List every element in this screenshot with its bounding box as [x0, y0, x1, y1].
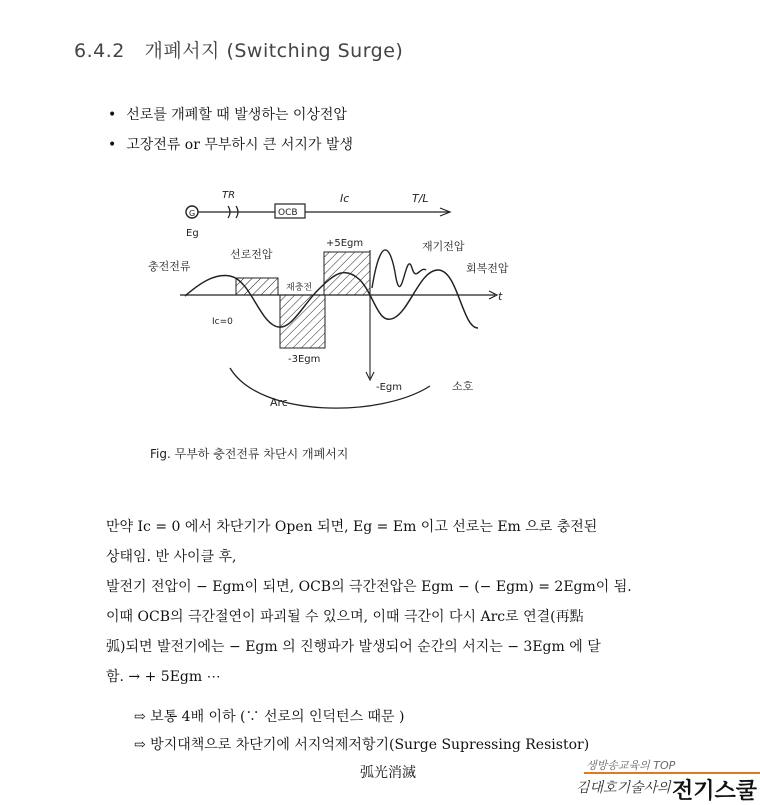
note-line: ⇨ 보통 4배 이하 (∵ 선로의 인덕턴스 때문 ): [134, 709, 405, 725]
tr-label: TR: [222, 190, 236, 201]
line-voltage-label: 선로전압: [230, 248, 273, 261]
minus-egm-label: -Egm: [376, 382, 403, 393]
extinction-label: 소호: [452, 380, 474, 393]
restrike-waveform: [372, 250, 426, 288]
paragraph-line: 이때 OCB의 극간절연이 파괴될 수 있으며, 이때 극간이 다시 Arc로 연결(再點: [106, 609, 584, 625]
hatched-region: [236, 278, 278, 295]
bullet-item: • 선로를 개폐할 때 발생하는 이상전압: [108, 100, 353, 130]
explanation-text: [106, 512, 696, 692]
brand-name: 김대호기술사의: [576, 780, 671, 796]
section-title: 개폐서지 (Switching Surge): [144, 40, 404, 62]
charging-current-label: 충전전류: [148, 260, 191, 273]
t-axis-label: t: [498, 290, 503, 303]
ocb-label: OCB: [278, 208, 298, 218]
paragraph-line: 만약 Ic = 0 에서 차단기가 Open 되면, Eg = Em 이고 선로는 Em 으로 충전된: [106, 519, 598, 535]
hatched-region: [280, 295, 325, 348]
ic-label: Ic: [340, 192, 350, 205]
svg-text:G: G: [189, 209, 196, 218]
section-heading: [74, 36, 403, 63]
plus5-label: +5Egm: [326, 238, 364, 249]
eg-label: Eg: [186, 228, 199, 239]
brand-footer: [570, 757, 760, 805]
figure-caption: Fig. 무부하 충전전류 차단시 개폐서지: [150, 447, 349, 461]
ic0-label: Ic=0: [212, 317, 233, 327]
switching-surge-diagram: [140, 178, 540, 478]
tl-label: T/L: [412, 192, 429, 205]
section-number: 6.4.2: [74, 40, 125, 62]
recharge-label: 재충전: [286, 283, 313, 293]
recovery-label: 회복전압: [466, 262, 509, 275]
paragraph-line: 발전기 전압이 − Egm이 되면, OCB의 극간전압은 Egm − (− Egm) = 2Egm이 됨.: [106, 579, 632, 595]
note-line: ⇨ 방지대책으로 차단기에 서지억제저항기(Surge Supressing Resistor): [134, 737, 590, 753]
paragraph-line: 弧)되면 발전기에는 − Egm 의 진행파가 발생되어 순간의 서지는 − 3Egm 에 달: [106, 639, 601, 655]
bullet-item: • 고장전류 or 무부하시 큰 서지가 발생: [108, 130, 353, 160]
hanja-note: 弧光消滅: [360, 765, 416, 781]
brand-tagline: 생방송교육의 TOP: [586, 759, 676, 772]
restrike-label: 재기전압: [422, 240, 465, 253]
bullet-list: [108, 100, 353, 160]
paragraph-line: 상태임. 반 사이클 후,: [106, 549, 237, 565]
minus3-label: -3Egm: [288, 354, 321, 365]
paragraph-line: 함. → + 5Egm ⋯: [106, 669, 221, 685]
arc-label: Arc: [270, 396, 288, 409]
brand-logo: 전기스쿨: [672, 779, 758, 804]
